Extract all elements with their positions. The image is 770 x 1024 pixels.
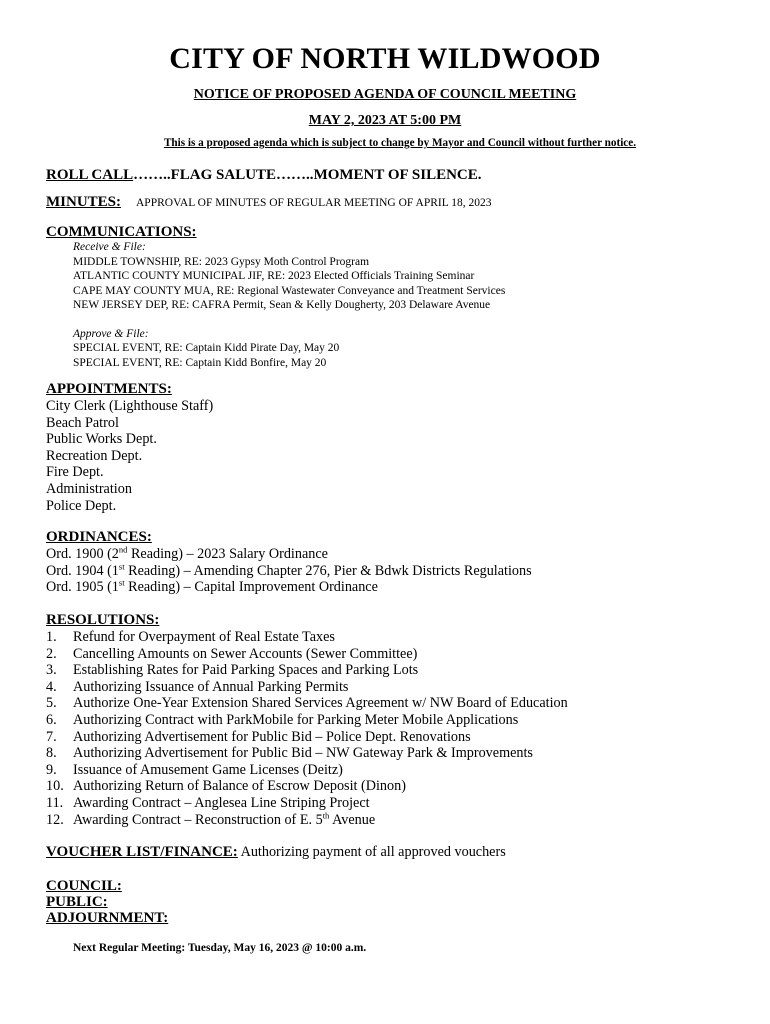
communications-heading: COMMUNICATIONS:	[46, 224, 197, 240]
notice-title: NOTICE OF PROPOSED AGENDA OF COUNCIL MEETING	[193, 87, 577, 102]
item-number: 12.	[46, 811, 64, 828]
item-number: 8.	[46, 745, 57, 762]
roll-call-label: ROLL CALL	[46, 167, 134, 183]
receive-file-label: Receive & File:	[73, 241, 146, 253]
adjournment-heading: ADJOURNMENT:	[46, 910, 169, 926]
item-text: Authorizing Advertisement for Public Bid – NW Gateway Park & Improvements	[73, 745, 533, 762]
ordinance-text: Reading) – Capital Improvement Ordinance	[124, 579, 378, 596]
ordinance-text: Ord. 1905 (1	[46, 579, 119, 596]
communication-item: CAPE MAY COUNTY MUA, RE: Regional Wastewater Conveyance and Treatment Services	[73, 284, 506, 297]
item-text: Authorizing Contract with ParkMobile for Parking Meter Mobile Applications	[73, 711, 519, 728]
communications-body	[46, 240, 505, 370]
ordinal-suffix: th	[322, 809, 330, 820]
minutes-text: APPROVAL OF MINUTES OF REGULAR MEETING OF APRIL 18, 2023	[136, 197, 492, 209]
item-number: 6.	[46, 711, 57, 728]
communication-item: ATLANTIC COUNTY MUNICIPAL JIF, RE: 2023 Elected Officials Training Seminar	[73, 270, 475, 282]
minutes-line	[46, 194, 492, 211]
list-item	[46, 695, 568, 712]
list-item: Administration	[46, 480, 132, 497]
list-item	[46, 809, 568, 829]
voucher-line	[46, 844, 506, 861]
ordinances-section	[46, 529, 532, 596]
disclaimer: This is a proposed agenda which is subject to change by Mayor and Council without further notice.	[163, 137, 637, 149]
approve-file-label: Approve & File:	[73, 327, 149, 340]
minutes-heading: MINUTES:	[46, 194, 122, 210]
list-item	[46, 729, 568, 746]
ordinance-text: Reading) – 2023 Salary Ordinance	[127, 546, 328, 562]
list-item	[46, 629, 568, 646]
item-number: 5.	[46, 695, 57, 712]
meeting-date: MAY 2, 2023 AT 5:00 PM	[308, 113, 462, 128]
item-number: 3.	[46, 662, 57, 679]
spacer	[73, 313, 505, 327]
communication-item: MIDDLE TOWNSHIP, RE: 2023 Gypsy Moth Control Program	[73, 255, 370, 268]
list-item: Recreation Dept.	[46, 447, 143, 464]
resolutions-heading: RESOLUTIONS:	[46, 612, 160, 628]
item-text: Awarding Contract – Anglesea Line Striping Project	[73, 794, 370, 811]
list-item: Fire Dept.	[46, 464, 104, 481]
voucher-text: Authorizing payment of all approved vouchers	[237, 844, 506, 860]
item-text-part: Awarding Contract – Reconstruction of E. 5	[73, 811, 323, 828]
roll-call-dots: ……..	[133, 167, 171, 183]
voucher-heading: VOUCHER LIST/FINANCE:	[46, 844, 238, 860]
council-heading: COUNCIL:	[46, 878, 122, 894]
item-text: Authorizing Advertisement for Public Bid – Police Dept. Renovations	[73, 728, 471, 745]
item-text: Authorizing Issuance of Annual Parking Permits	[73, 678, 349, 695]
resolutions-list	[46, 629, 568, 828]
next-meeting: Next Regular Meeting: Tuesday, May 16, 2023 @ 10:00 a.m.	[73, 942, 367, 954]
ordinance-text: Reading) – Amending Chapter 276, Pier & Bdwk Districts Regulations	[124, 562, 532, 579]
communication-item: NEW JERSEY DEP, RE: CAFRA Permit, Sean & Kelly Dougherty, 203 Delaware Avenue	[73, 299, 491, 311]
item-text: Cancelling Amounts on Sewer Accounts (Sewer Committee)	[73, 645, 418, 662]
item-text: Issuance of Amusement Game Licenses (Deitz)	[73, 761, 343, 778]
appointments-list	[46, 398, 213, 514]
list-item	[46, 679, 568, 696]
list-item	[46, 762, 568, 779]
communications-section	[46, 224, 505, 370]
item-text: Authorize One-Year Extension Shared Services Agreement w/ NW Board of Education	[73, 695, 568, 712]
list-item: Public Works Dept.	[46, 431, 157, 448]
ordinances-list	[46, 546, 532, 596]
public-heading: PUBLIC:	[46, 894, 108, 910]
item-number: 11.	[46, 794, 64, 811]
list-item	[46, 745, 568, 762]
item-text-part: Avenue	[329, 811, 376, 828]
list-item: Beach Patrol	[46, 414, 119, 431]
list-item: City Clerk (Lighthouse Staff)	[46, 398, 214, 414]
roll-call-line	[46, 167, 482, 184]
ordinances-heading: ORDINANCES:	[46, 529, 152, 545]
city-title: CITY OF NORTH WILDWOOD	[169, 42, 601, 75]
ordinal-suffix: nd	[118, 544, 128, 555]
item-text: Establishing Rates for Paid Parking Spaces and Parking Lots	[73, 662, 419, 679]
item-text: Authorizing Return of Balance of Escrow Deposit (Dinon)	[73, 778, 406, 795]
ordinal-suffix: st	[118, 577, 125, 588]
item-number: 7.	[46, 728, 57, 745]
moment-of-silence-label: MOMENT OF SILENCE.	[313, 167, 482, 183]
list-item	[46, 579, 532, 596]
communication-item: SPECIAL EVENT, RE: Captain Kidd Pirate Day, May 20	[73, 342, 340, 354]
list-item	[46, 646, 568, 663]
ordinance-text: Ord. 1900 (2	[46, 546, 119, 562]
ordinance-text: Ord. 1904 (1	[46, 562, 119, 579]
item-text	[73, 809, 376, 829]
resolutions-section	[46, 612, 568, 828]
list-item	[46, 795, 568, 812]
item-text: Refund for Overpayment of Real Estate Taxes	[73, 629, 335, 645]
communication-item: SPECIAL EVENT, RE: Captain Kidd Bonfire, May 20	[73, 356, 327, 369]
item-number: 10.	[46, 778, 64, 795]
flag-salute-label: FLAG SALUTE……..	[170, 167, 314, 183]
appointments-heading: APPOINTMENTS:	[46, 381, 172, 397]
item-number: 9.	[46, 761, 57, 778]
list-item	[46, 662, 568, 679]
list-item	[46, 712, 568, 729]
list-item: Police Dept.	[46, 497, 117, 514]
item-number: 1.	[46, 629, 57, 645]
ordinal-suffix: st	[118, 560, 125, 571]
item-number: 4.	[46, 678, 57, 695]
list-item	[46, 778, 568, 795]
appointments-section	[46, 381, 213, 514]
item-number: 2.	[46, 645, 57, 662]
closing-section	[46, 878, 168, 926]
